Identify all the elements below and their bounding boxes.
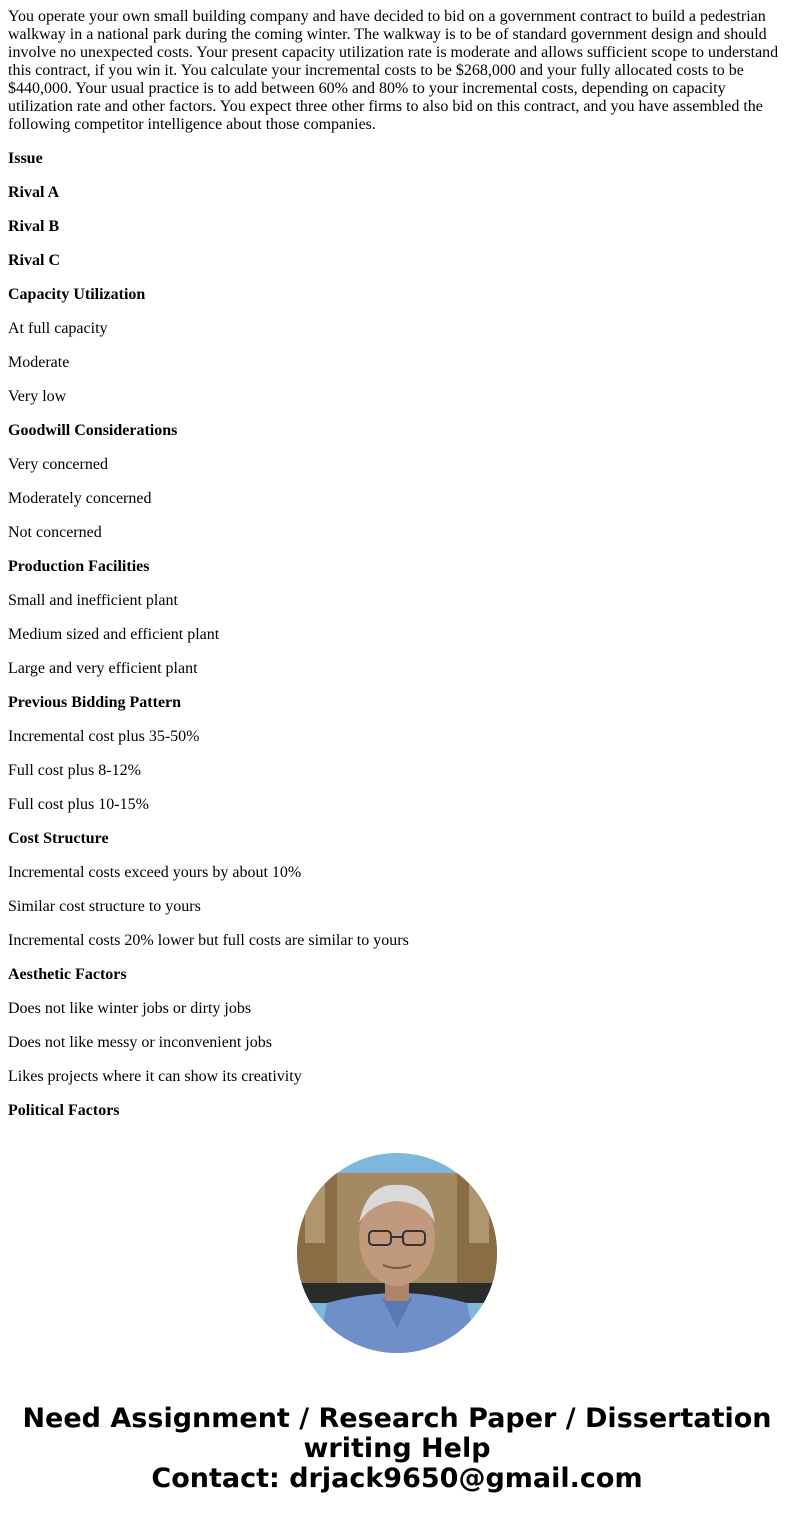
avatar-photo bbox=[297, 1153, 497, 1353]
banner-line-1: Need Assignment / Research Paper / Dissertation bbox=[22, 1403, 772, 1434]
banner-line-2: writing Help bbox=[303, 1433, 491, 1464]
contact-banner bbox=[0, 1404, 794, 1494]
row-heading: Issue bbox=[8, 150, 43, 167]
row-heading: Rival A bbox=[8, 184, 60, 201]
row-value: Similar cost structure to yours bbox=[8, 898, 201, 915]
row-value: Not concerned bbox=[8, 524, 102, 541]
row-value: Does not like messy or inconvenient jobs bbox=[8, 1034, 272, 1051]
row-value: Very low bbox=[8, 388, 67, 405]
row-value: Full cost plus 8-12% bbox=[8, 762, 141, 779]
row-value: Full cost plus 10-15% bbox=[8, 796, 149, 813]
row-value: Incremental costs exceed yours by about 10% bbox=[8, 864, 302, 881]
row-heading: Rival B bbox=[8, 218, 60, 235]
row-value: Medium sized and efficient plant bbox=[8, 626, 220, 643]
avatar bbox=[297, 1153, 497, 1353]
row-heading: Political Factors bbox=[8, 1102, 120, 1119]
row-value: Moderately concerned bbox=[8, 490, 152, 507]
row-value: Does not like winter jobs or dirty jobs bbox=[8, 1000, 252, 1017]
row-value: At full capacity bbox=[8, 320, 108, 337]
row-value: Likes projects where it can show its creativity bbox=[8, 1068, 302, 1085]
row-value: Incremental cost plus 35-50% bbox=[8, 728, 200, 745]
row-heading: Rival C bbox=[8, 252, 60, 269]
row-heading: Capacity Utilization bbox=[8, 286, 146, 303]
row-value: Small and inefficient plant bbox=[8, 592, 178, 609]
row-value: Large and very efficient plant bbox=[8, 660, 198, 677]
row-heading: Aesthetic Factors bbox=[8, 966, 127, 983]
document-body bbox=[8, 8, 786, 1136]
row-value: Moderate bbox=[8, 354, 70, 371]
banner-contact: Contact: drjack9650@gmail.com bbox=[151, 1463, 643, 1494]
row-heading: Goodwill Considerations bbox=[8, 422, 178, 439]
competitor-intelligence-list bbox=[8, 150, 786, 1120]
row-value: Incremental costs 20% lower but full costs are similar to yours bbox=[8, 932, 409, 949]
row-heading: Cost Structure bbox=[8, 830, 109, 847]
row-heading: Previous Bidding Pattern bbox=[8, 694, 182, 711]
row-value: Very concerned bbox=[8, 456, 108, 473]
row-heading: Production Facilities bbox=[8, 558, 150, 575]
intro-paragraph: You operate your own small building company and have decided to bid on a government contract to build a pedestrian walkway in a national park during the coming winter. The walkway is to be of standard government design and should involve no unexpected costs. Your present capacity utilization rate is moderate and allows sufficient scope to understand this contract, if you win it. You calculate your incremental costs to be $268,000 and your fully allocated costs to be $440,000. Your usual practice is to add between 60% and 80% to your incremental costs, depending on capacity utilization rate and other factors. You expect three other firms to also bid on this contract, and you have assembled the following competitor intelligence about those companies. bbox=[8, 8, 779, 133]
